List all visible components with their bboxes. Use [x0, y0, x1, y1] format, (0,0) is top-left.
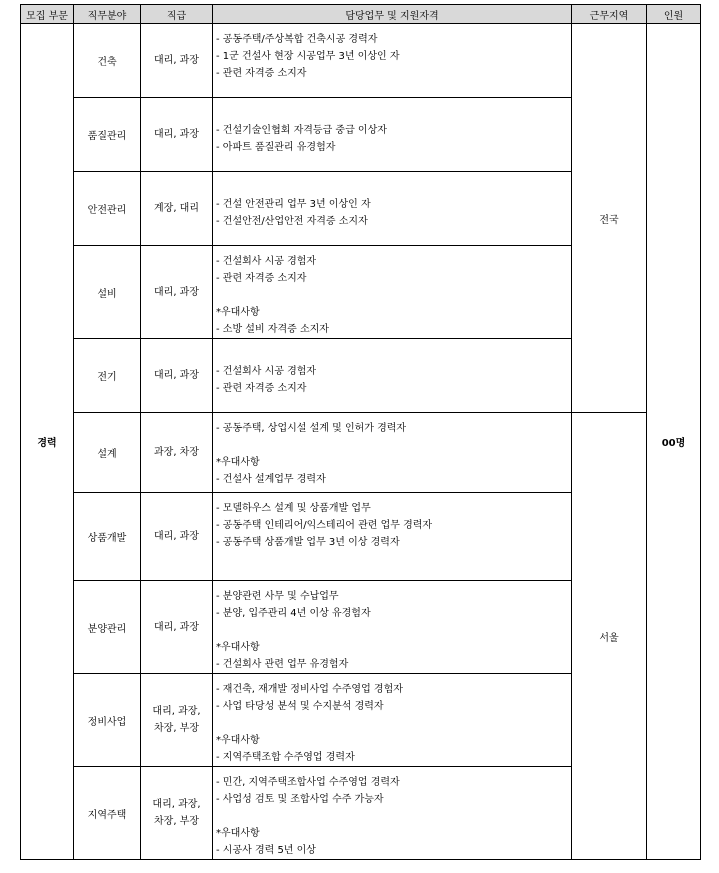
- duty-line: - 건설사 설계업무 경력자: [216, 474, 326, 485]
- header-position: 직급: [141, 5, 213, 24]
- position-line: 차장, 부장: [154, 816, 199, 827]
- position-cell: [141, 339, 213, 413]
- region-cell: 서울: [572, 413, 647, 860]
- position-line: 대리, 과장: [154, 129, 199, 140]
- field-cell: 품질관리: [74, 98, 141, 172]
- duty-line: *우대사항: [216, 828, 260, 839]
- duty-line: - 관련 자격증 소지자: [216, 68, 307, 79]
- duty-line: *우대사항: [216, 307, 260, 318]
- duties-cell: [213, 172, 572, 246]
- position-line: 대리, 과장,: [152, 799, 201, 810]
- position-line: 대리, 과장: [154, 621, 199, 633]
- duty-line: - 관련 자격증 소지자: [216, 273, 307, 284]
- duty-line: [216, 437, 568, 454]
- field-cell: 설비: [74, 246, 141, 339]
- position-line: 과장, 차장: [154, 447, 199, 458]
- duties-cell: [213, 493, 572, 581]
- position-cell: [141, 413, 213, 493]
- duty-line: - 소방 설비 자격증 소지자: [216, 324, 329, 335]
- header-region: 근무지역: [572, 5, 647, 24]
- field-cell: 상품개발: [74, 493, 141, 581]
- header-category: 모집 부문: [21, 5, 74, 24]
- duty-line: - 공동주택 인테리어/익스테리어 관련 업무 경력자: [216, 520, 433, 531]
- duty-line: [216, 622, 568, 639]
- duties-cell: [213, 339, 572, 413]
- table-body: [21, 24, 701, 860]
- duty-line: - 지역주택조합 수주영업 경력자: [216, 752, 355, 763]
- duty-line: - 사업 타당성 분석 및 수지분석 경력자: [216, 701, 384, 712]
- duty-line: - 관련 자격증 소지자: [216, 383, 307, 394]
- position-cell: [141, 98, 213, 172]
- region-cell: 전국: [572, 24, 647, 413]
- field-cell: 전기: [74, 339, 141, 413]
- duty-line: - 시공사 경력 5년 이상: [216, 845, 316, 856]
- duty-line: - 재건축, 재개발 정비사업 수주영업 경험자: [216, 684, 403, 695]
- position-cell: [141, 24, 213, 98]
- header-row: [21, 5, 701, 24]
- position-line: 대리, 과장,: [152, 706, 201, 717]
- position-cell: [141, 493, 213, 581]
- duty-line: - 분양관련 사무 및 수납업무: [216, 591, 339, 602]
- table-row: [21, 413, 701, 493]
- duties-cell: [213, 581, 572, 674]
- position-cell: [141, 172, 213, 246]
- duty-line: - 건설안전/산업안전 자격증 소지자: [216, 216, 368, 227]
- duty-line: - 아파트 품질관리 유경험자: [216, 142, 336, 153]
- field-cell: 지역주택: [74, 767, 141, 860]
- duties-cell: [213, 24, 572, 98]
- header-duties: 담당업무 및 지원자격: [213, 5, 572, 24]
- category-cell: 경력: [21, 24, 74, 860]
- position-line: 대리, 과장: [154, 531, 199, 542]
- position-cell: [141, 767, 213, 860]
- duty-line: - 민간, 지역주택조합사업 수주영업 경력자: [216, 777, 400, 788]
- field-cell: 설계: [74, 413, 141, 493]
- duty-line: - 공동주택, 상업시설 설계 및 인허가 경력자: [216, 423, 407, 434]
- duty-line: [216, 179, 568, 196]
- duty-line: - 건설회사 시공 경험자: [216, 256, 317, 267]
- field-cell: 분양관리: [74, 581, 141, 674]
- header-headcount: 인원: [647, 5, 701, 24]
- position-cell: [141, 581, 213, 674]
- recruitment-table: [20, 4, 701, 860]
- field-cell: 건축: [74, 24, 141, 98]
- duty-line: *우대사항: [216, 457, 260, 468]
- header-field: 직무분야: [74, 5, 141, 24]
- duty-line: - 건설 안전관리 업무 3년 이상인 자: [216, 199, 371, 210]
- position-line: 대리, 과장: [154, 55, 199, 66]
- headcount-cell: 00명: [647, 24, 701, 860]
- duty-line: - 건설회사 시공 경험자: [216, 366, 317, 377]
- duty-line: - 건설회사 관련 업무 유경험자: [216, 659, 349, 670]
- duty-line: *우대사항: [216, 735, 260, 746]
- duties-cell: [213, 98, 572, 172]
- duty-line: [216, 346, 568, 363]
- duty-line: [216, 715, 568, 732]
- duty-line: [216, 105, 568, 122]
- position-line: 대리, 과장: [154, 370, 199, 381]
- duty-line: - 사업성 검토 및 조합사업 수주 가능자: [216, 794, 384, 805]
- field-cell: 안전관리: [74, 172, 141, 246]
- position-line: 계장, 대리: [154, 203, 199, 214]
- duty-line: - 분양, 입주관리 4년 이상 유경험자: [216, 608, 371, 619]
- duty-line: - 공동주택/주상복합 건축시공 경력자: [216, 34, 378, 45]
- duty-line: [216, 287, 568, 304]
- position-line: 차장, 부장: [154, 723, 199, 734]
- field-cell: 정비사업: [74, 674, 141, 767]
- duties-cell: [213, 413, 572, 493]
- position-line: 대리, 과장: [154, 286, 199, 298]
- duty-line: *우대사항: [216, 642, 260, 653]
- duty-line: - 1군 건설사 현장 시공업무 3년 이상인 자: [216, 51, 400, 62]
- table-row: [21, 24, 701, 98]
- duty-line: [216, 808, 568, 825]
- duty-line: - 모델하우스 설계 및 상품개발 업무: [216, 503, 371, 514]
- position-cell: [141, 674, 213, 767]
- position-cell: [141, 246, 213, 339]
- duties-cell: [213, 674, 572, 767]
- duties-cell: [213, 767, 572, 860]
- duty-line: - 건설기술인협회 자격등급 중급 이상자: [216, 125, 387, 136]
- duties-cell: [213, 246, 572, 339]
- duty-line: - 공동주택 상품개발 업무 3년 이상 경력자: [216, 537, 400, 548]
